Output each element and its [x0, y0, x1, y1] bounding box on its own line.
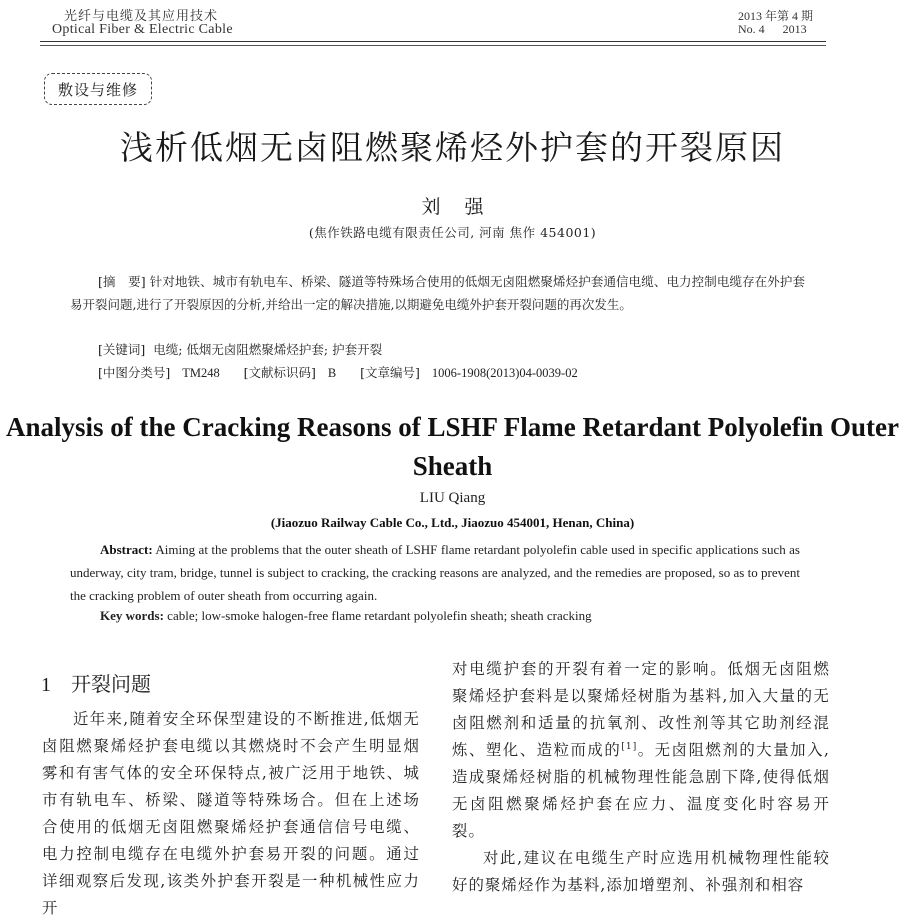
- author-cn: 刘 强: [421, 196, 484, 218]
- clc-value: TM248: [182, 366, 220, 380]
- keywords-en-label: Key words:: [100, 608, 164, 623]
- article-no-label: [文章编号]: [360, 365, 420, 380]
- keywords-en-text: cable; low-smoke halogen-free flame retardant polyolefin sheath; sheath cracking: [167, 608, 592, 623]
- affiliation-en: (Jiaozuo Railway Cable Co., Ltd., Jiaozuo 454001, Henan, China): [270, 515, 635, 530]
- body-paragraph: [452, 656, 830, 845]
- body-column-left: [42, 706, 420, 922]
- body-paragraph: 近年来,随着安全环保型建设的不断推进,低烟无卤阻燃聚烯烃护套电缆以其燃烧时不会产生明显烟雾和有害气体的安全环保特点,被广泛用于地铁、城市有轨电车、桥梁、隧道等特殊场合。但在上述场合使用的低烟无卤阻燃聚烯烃护套通信信号电缆、电力控制电缆存在电缆外护套易开裂的问题。通过详细观察后发现,该类外护套开裂是一种机械性应力开: [42, 710, 420, 917]
- doc-code-value: B: [327, 366, 337, 380]
- body-text: 对电缆护套的开裂有着一定的影响。低烟无卤阻燃聚烯烃护套料是以聚烯烃树脂为基料,加入大量的无卤阻燃剂和适量的抗氧剂、改性剂等其它助剂经混炼、塑化、造粒而成的: [452, 660, 830, 759]
- abstract-cn-text: 针对地铁、城市有轨电车、桥梁、隧道等特殊场合使用的低烟无卤阻燃聚烯烃护套通信电缆、电力控制电缆存在外护套易开裂问题,进行了开裂原因的分析,并给出一定的解决措施,以期避免电缆外护套开裂问题的再次发生。: [70, 274, 805, 312]
- section-number: 1: [41, 674, 51, 696]
- header-rule-top: [40, 41, 826, 42]
- doc-code-label: [文献标识码]: [243, 365, 316, 380]
- keywords-cn: [98, 340, 382, 358]
- citation-ref[interactable]: [1]: [621, 742, 638, 752]
- section-heading: [41, 668, 151, 697]
- clc-label: [中图分类号]: [98, 365, 171, 380]
- journal-name-cn: 光纤与电缆及其应用技术: [64, 9, 219, 24]
- classification-line: [98, 363, 586, 381]
- column-tag: [44, 73, 152, 105]
- article-no-value: 1006-1908(2013)04-0039-02: [431, 366, 578, 380]
- keywords-cn-text: 电缆; 低烟无卤阻燃聚烯烃护套; 护套开裂: [153, 342, 383, 357]
- column-tag-label: 敷设与维修: [57, 80, 138, 99]
- journal-name-en: Optical Fiber & Electric Cable: [52, 22, 233, 37]
- title-en: Analysis of the Cracking Reasons of LSHF Flame Retardant Polyolefin Outer Sheath: [6, 412, 899, 481]
- issue-cn: 2013 年第 4 期: [738, 9, 814, 23]
- keywords-en: [100, 608, 592, 624]
- abstract-cn-label: [摘 要]: [98, 274, 146, 289]
- body-column-right: [452, 656, 830, 899]
- affiliation-cn: (焦作铁路电缆有限责任公司, 河南 焦作 454001): [308, 225, 597, 240]
- section-title: 开裂问题: [71, 672, 151, 696]
- body-text: 。无卤阻燃剂的大量加入,造成聚烯烃树脂的机械物理性能急剧下降,使得低烟无卤阻燃聚烯烃护套在应力、温度变化时容易开裂。: [452, 741, 830, 840]
- title-cn: 浅析低烟无卤阻燃聚烯烃外护套的开裂原因: [120, 128, 785, 167]
- abstract-en-text: Aiming at the problems that the outer sheath of LSHF flame retardant polyolefin cable used in specific applications such as underway, city tram, bridge, tunnel is subject to cracking, the cracking reasons are analyzed, and the remedies are proposed, so as to prevent the cracking problem of outer sheath from occurring again.: [70, 542, 800, 603]
- abstract-en-label: Abstract:: [100, 542, 153, 557]
- body-paragraph: 对此,建议在电缆生产时应选用机械物理性能较好的聚烯烃作为基料,添加增塑剂、补强剂和相容: [452, 849, 830, 894]
- abstract-cn: [70, 270, 805, 316]
- author-en: LIU Qiang: [419, 490, 486, 506]
- keywords-cn-label: [关键词]: [98, 342, 146, 357]
- abstract-en: [70, 538, 800, 607]
- header-rule-bottom: [40, 45, 826, 46]
- issue-en: No. 4 2013: [738, 22, 807, 36]
